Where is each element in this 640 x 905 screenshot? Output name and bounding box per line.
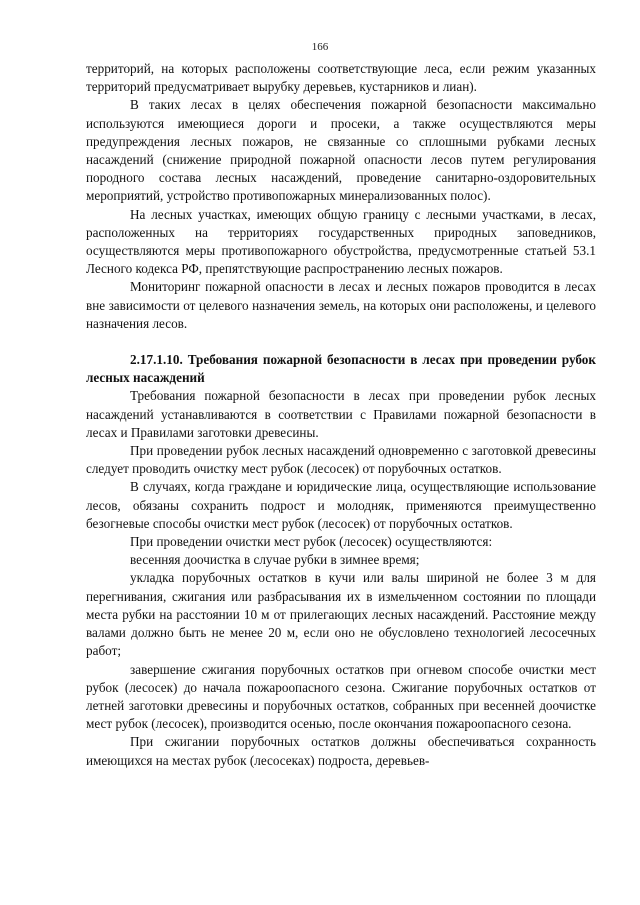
- paragraph: При сжигании порубочных остатков должны обеспечиваться сохранность имеющихся на местах рубок (лесосеках) подроста, деревьев-: [86, 734, 596, 768]
- paragraph: Требования пожарной безопасности в лесах при проведении рубок лесных насаждений устанавливаются в соответствии с Правилами пожарной безопасности в лесах и Правилами заготовки древесины.: [86, 388, 596, 440]
- paragraph: территорий, на которых расположены соответствующие леса, если режим указанных территорий предусматривает вырубку деревьев, кустарников и лиан).: [86, 61, 596, 95]
- section-heading: 2.17.1.10. Требования пожарной безопасности в лесах при проведении рубок лесных насаждений: [86, 352, 596, 386]
- paragraph: При проведении рубок лесных насаждений одновременно с заготовкой древесины следует проводить очистку мест рубок (лесосек) от порубочных остатков.: [86, 443, 596, 477]
- paragraph: В случаях, когда граждане и юридические лица, осуществляющие использование лесов, обязаны сохранить подрост и молодняк, применяются преимущественно безогневые способы очистки мест рубок (лесосек) от порубочных остатков.: [86, 479, 596, 531]
- list-item: весенняя доочистка в случае рубки в зимнее время;: [130, 552, 420, 568]
- list-item: укладка порубочных остатков в кучи или валы шириной не более 3 м для перегнивания, сжигания или разбрасывания их в измельченном состоянии по площади места рубки на расстоянии 10 м от прилегающих лесных насаждений. Расстояние между валами должно быть не менее 20 м, если оно не обусловлено технологией лесосечных работ;: [86, 570, 596, 659]
- list-item: завершение сжигания порубочных остатков при огневом способе очистки мест рубок (лесосек) до начала пожароопасного сезона. Сжигание порубочных остатков от летней заготовки древесины и порубочных остатков, собранных при весенней доочистке мест рубок (лесосек), производится осенью, после окончания пожароопасного сезона.: [86, 661, 596, 732]
- page-number: 166: [311, 41, 329, 53]
- paragraph: Мониторинг пожарной опасности в лесах и лесных пожаров проводится в лесах вне зависимости от целевого назначения земель, на которых они расположены, и целевого назначения лесов.: [86, 279, 596, 331]
- paragraph: На лесных участках, имеющих общую границу с лесными участками, в лесах, расположенных на территориях государственных природных заповедников, осуществляются меры противопожарного обустройства, предусмотренные статьей 53.1 Лесного кодекса РФ, препятствующие распространению лесных пожаров.: [86, 206, 596, 277]
- paragraph: При проведении очистки мест рубок (лесосек) осуществляются:: [130, 534, 493, 550]
- body-text: [86, 60, 596, 770]
- paragraph: В таких лесах в целях обеспечения пожарной безопасности максимально используются имеющиеся дороги и просеки, а также осуществляются меры предупреждения лесных пожаров, не связанные со сплошными рубками лесных насаждений (снижение природной пожарной опасности лесов путем регулирования породного состава лесных насаждений, проведение санитарно-оздоровительных мероприятий, устройство противопожарных минерализованных полос).: [86, 97, 596, 204]
